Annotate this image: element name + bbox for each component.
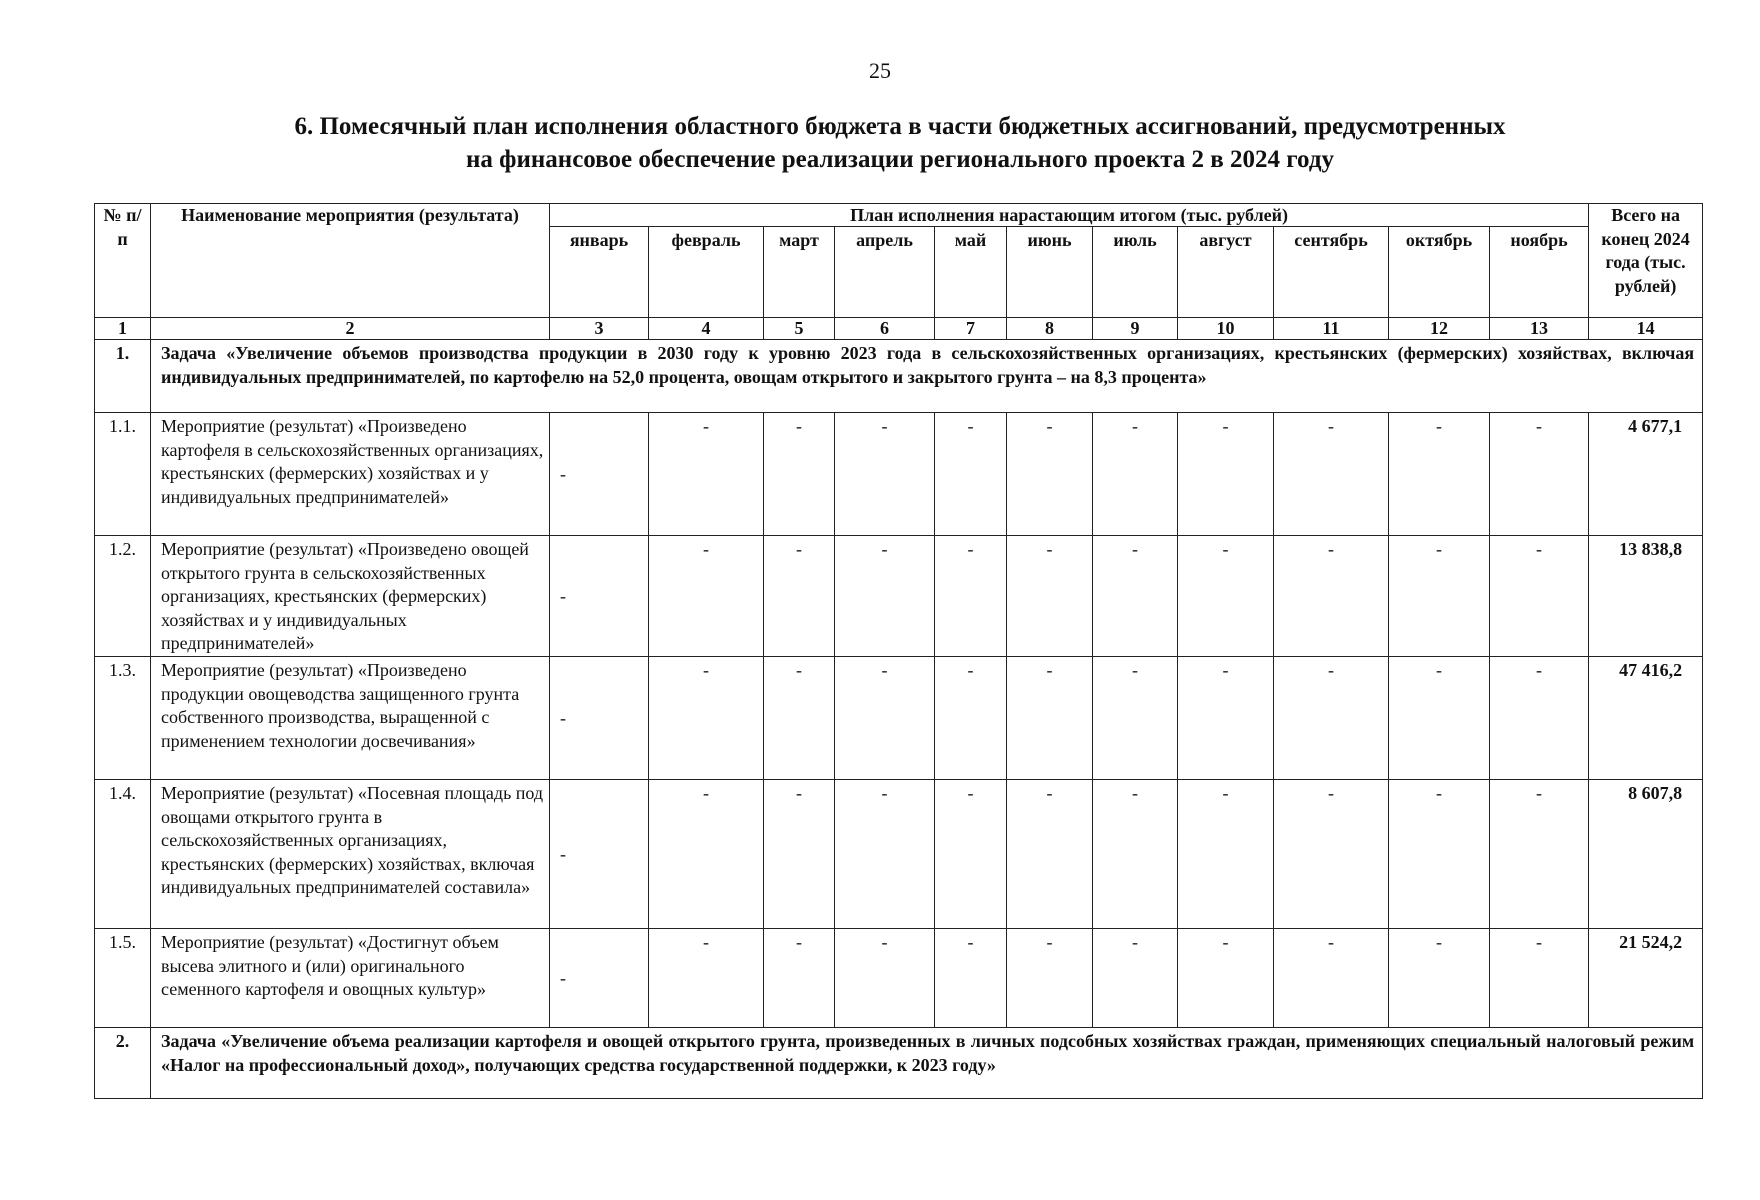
row-value: -: [1274, 780, 1389, 929]
row-value: -: [1178, 413, 1274, 536]
row-value: -: [1389, 929, 1490, 1028]
row-name: Мероприятие (результат) «Произведено овощей открытого грунта в сельскохозяйственных организациях, крестьянских (фермерских) хозяйствах и у индивидуальных предпринимателей»: [151, 536, 550, 657]
task-number: 2.: [95, 1028, 151, 1099]
row-value: -: [935, 413, 1007, 536]
row-name: Мероприятие (результат) «Произведено продукции овощеводства защищенного грунта собственного производства, выращенной с применением технологии досвечивания»: [151, 657, 550, 780]
column-number: 6: [835, 318, 935, 340]
header-month: июль: [1093, 227, 1178, 318]
row-value: -: [1093, 413, 1178, 536]
row-value: -: [1093, 780, 1178, 929]
table-row: [95, 780, 1703, 929]
column-number: 10: [1178, 318, 1274, 340]
row-value: -: [1490, 536, 1589, 657]
row-number: 1.4.: [95, 780, 151, 929]
task-text: Задача «Увеличение объема реализации картофеля и овощей открытого грунта, произведенных в личных подсобных хозяйствах граждан, применяющих специальный налоговый режим «Налог на профессиональный доход», получающих средства государственной поддержки, к 2023 году»: [151, 1028, 1703, 1099]
header-month: январь: [550, 227, 649, 318]
row-value: -: [835, 929, 935, 1028]
row-value: -: [1490, 657, 1589, 780]
row-value: -: [1007, 413, 1093, 536]
table-row: [95, 929, 1703, 1028]
budget-plan-table: [94, 203, 1703, 1099]
column-number: 5: [764, 318, 835, 340]
row-name: Мероприятие (результат) «Произведено картофеля в сельскохозяйственных организациях, крестьянских (фермерских) хозяйствах и у индивидуальных предпринимателей»: [151, 413, 550, 536]
row-value: -: [764, 413, 835, 536]
column-number: 8: [1007, 318, 1093, 340]
header-month: май: [935, 227, 1007, 318]
row-value: -: [1007, 536, 1093, 657]
row-value: -: [935, 929, 1007, 1028]
task-text: Задача «Увеличение объемов производства продукции в 2030 году к уровню 2023 года в сельскохозяйственных организациях, крестьянских (фермерских) хозяйствах, включая индивидуальных предпринимателей, по картофелю на 52,0 процента, овощам открытого и закрытого грунта – на 8,3 процента»: [151, 340, 1703, 413]
row-value: -: [1178, 929, 1274, 1028]
header-num: № п/п: [95, 204, 151, 318]
task-number: 1.: [95, 340, 151, 413]
row-value: -: [1007, 929, 1093, 1028]
row-value: -: [1490, 413, 1589, 536]
column-number-row: [95, 318, 1703, 340]
header-month: март: [764, 227, 835, 318]
header-month: ноябрь: [1490, 227, 1589, 318]
row-value: -: [835, 657, 935, 780]
row-name: Мероприятие (результат) «Достигнут объем высева элитного и (или) оригинального семенного картофеля и овощных культур»: [151, 929, 550, 1028]
row-value: -: [1274, 929, 1389, 1028]
header-month: август: [1178, 227, 1274, 318]
table-row: [95, 536, 1703, 657]
row-value: -: [1093, 657, 1178, 780]
column-number: 3: [550, 318, 649, 340]
row-value: -: [1274, 536, 1389, 657]
row-number: 1.3.: [95, 657, 151, 780]
row-value: -: [649, 413, 764, 536]
row-value-january: -: [550, 536, 649, 657]
header-month: сентябрь: [1274, 227, 1389, 318]
row-value: -: [1389, 780, 1490, 929]
row-value: -: [1490, 780, 1589, 929]
row-value: -: [1007, 657, 1093, 780]
row-total: 4 677,1: [1589, 413, 1703, 536]
row-value: -: [1274, 657, 1389, 780]
header-row: [95, 204, 1703, 227]
title-line-1: 6. Помесячный план исполнения областного бюджета в части бюджетных ассигнований, предусмотренных: [294, 113, 1506, 140]
header-month: октябрь: [1389, 227, 1490, 318]
header-plan: План исполнения нарастающим итогом (тыс. рублей): [550, 204, 1589, 227]
row-total: 47 416,2: [1589, 657, 1703, 780]
header-total: Всего на конец 2024 года (тыс. рублей): [1589, 204, 1703, 318]
task-row: [95, 340, 1703, 413]
row-value: -: [835, 536, 935, 657]
row-value: -: [1178, 780, 1274, 929]
row-value: -: [1389, 536, 1490, 657]
row-value-january: -: [550, 780, 649, 929]
row-value: -: [649, 657, 764, 780]
column-number: 2: [151, 318, 550, 340]
task-row: [95, 1028, 1703, 1099]
title-line-2: на финансовое обеспечение реализации регионального проекта 2 в 2024 году: [466, 146, 1334, 173]
row-total: 21 524,2: [1589, 929, 1703, 1028]
document-title: [150, 110, 1650, 176]
table-row: [95, 657, 1703, 780]
row-value-january: -: [550, 413, 649, 536]
row-value: -: [1389, 413, 1490, 536]
column-number: 11: [1274, 318, 1389, 340]
row-number: 1.5.: [95, 929, 151, 1028]
row-value: -: [1178, 536, 1274, 657]
row-total: 8 607,8: [1589, 780, 1703, 929]
row-value: -: [764, 536, 835, 657]
header-month: июнь: [1007, 227, 1093, 318]
row-value: -: [649, 536, 764, 657]
row-value: -: [935, 657, 1007, 780]
row-value: -: [649, 780, 764, 929]
row-value: -: [1490, 929, 1589, 1028]
row-value: -: [764, 780, 835, 929]
row-number: 1.1.: [95, 413, 151, 536]
row-value: -: [1178, 657, 1274, 780]
column-number: 14: [1589, 318, 1703, 340]
row-value: -: [1093, 536, 1178, 657]
row-value: -: [649, 929, 764, 1028]
row-total: 13 838,8: [1589, 536, 1703, 657]
row-value: -: [935, 536, 1007, 657]
row-value: -: [764, 657, 835, 780]
table-row: [95, 413, 1703, 536]
column-number: 9: [1093, 318, 1178, 340]
column-number: 7: [935, 318, 1007, 340]
header-month: апрель: [835, 227, 935, 318]
row-value: -: [764, 929, 835, 1028]
row-value-january: -: [550, 929, 649, 1028]
row-value: -: [835, 413, 935, 536]
row-value: -: [1093, 929, 1178, 1028]
column-number: 13: [1490, 318, 1589, 340]
row-value: -: [835, 780, 935, 929]
header-name: Наименование мероприятия (результата): [151, 204, 550, 318]
column-number: 4: [649, 318, 764, 340]
row-value: -: [1389, 657, 1490, 780]
row-number: 1.2.: [95, 536, 151, 657]
column-number: 12: [1389, 318, 1490, 340]
row-value: -: [935, 780, 1007, 929]
row-value: -: [1274, 413, 1389, 536]
row-name: Мероприятие (результат) «Посевная площадь под овощами открытого грунта в сельскохозяйственных организациях, крестьянских (фермерских) хозяйствах, включая индивидуальных предпринимателей составила»: [151, 780, 550, 929]
header-month: февраль: [649, 227, 764, 318]
column-number: 1: [95, 318, 151, 340]
row-value-january: -: [550, 657, 649, 780]
row-value: -: [1007, 780, 1093, 929]
page-number: 25: [869, 58, 891, 83]
